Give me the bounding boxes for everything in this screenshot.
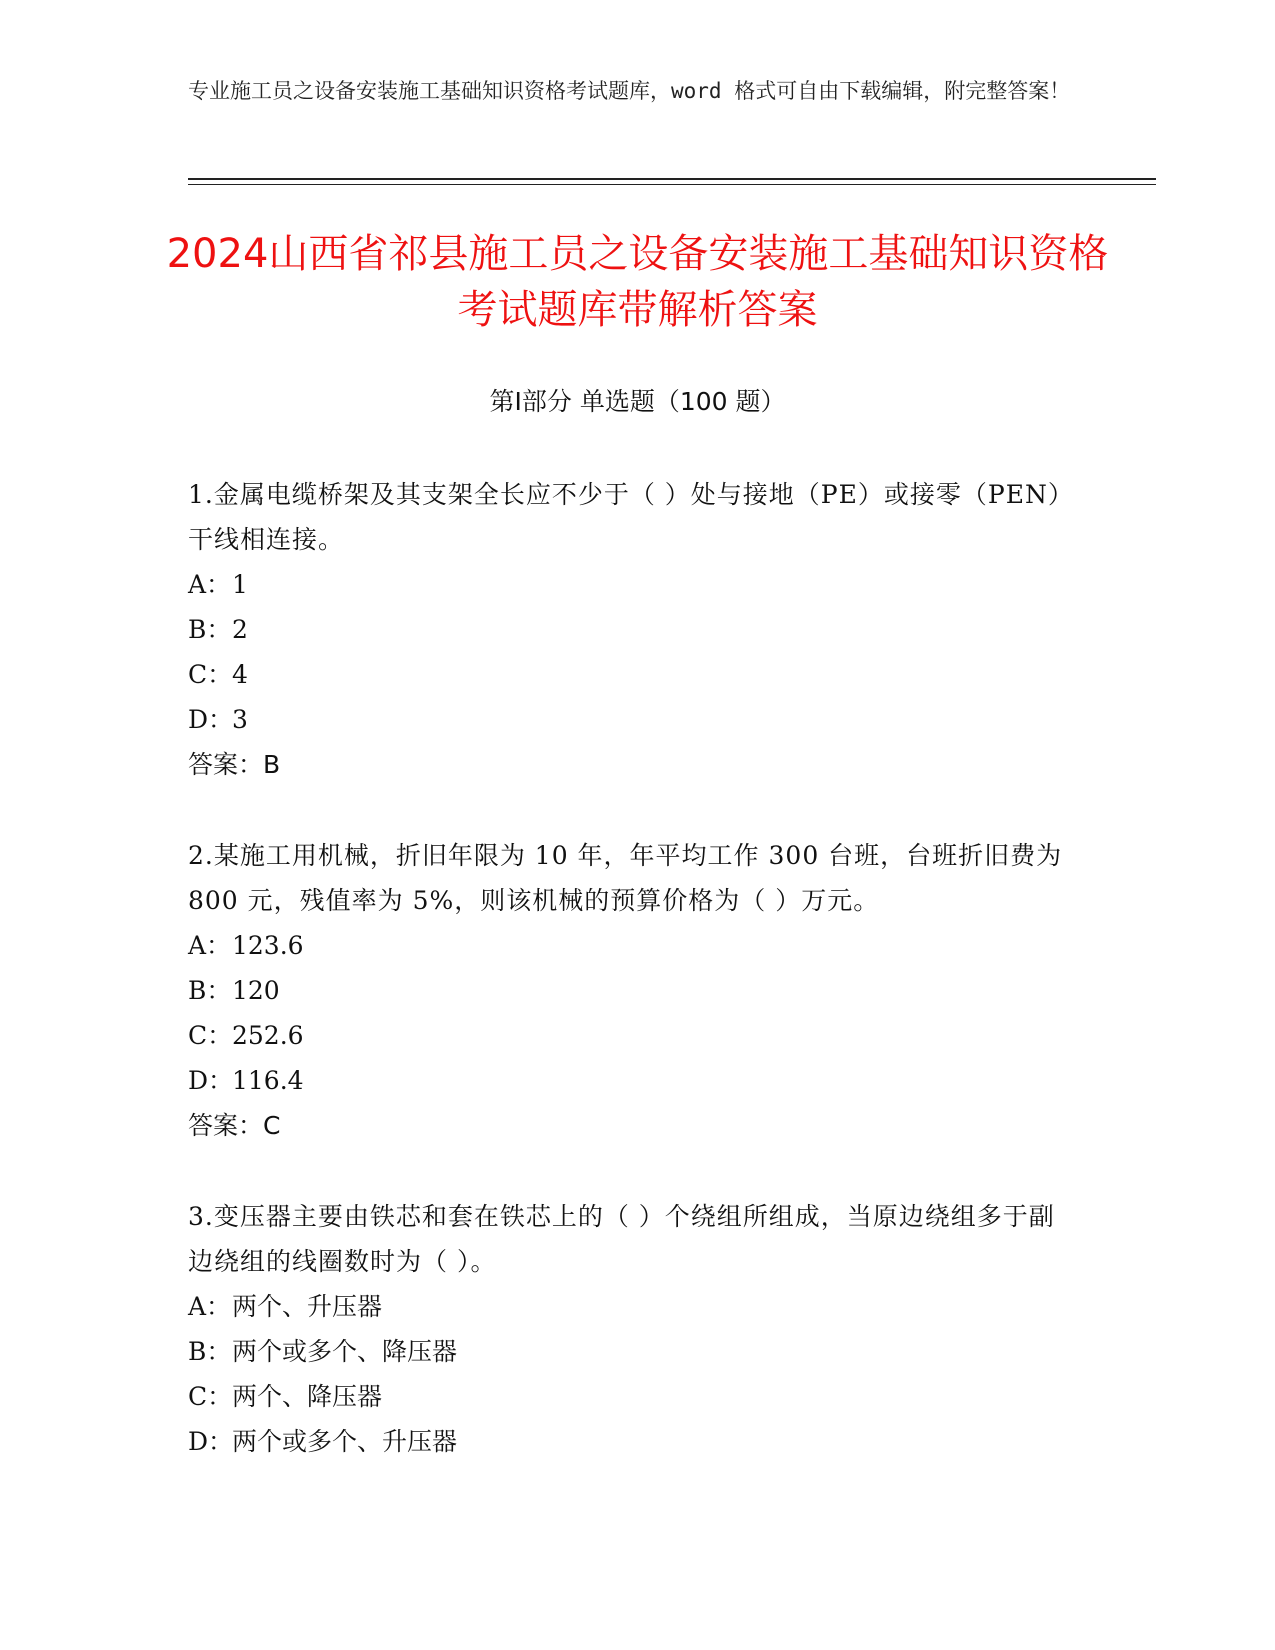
option-text: 2 [232, 615, 248, 644]
header-rule-thick [188, 178, 1156, 180]
option-text: 116.4 [232, 1066, 304, 1095]
header-rule-thin [188, 184, 1156, 185]
question-list [188, 472, 1068, 1510]
question-stem: 3.变压器主要由铁芯和套在铁芯上的（ ）个绕组所组成，当原边绕组多于副边绕组的线圈数时为（ ）。 [188, 1202, 1055, 1276]
document-title: 2024山西省祁县施工员之设备安装施工基础知识资格考试题库带解析答案 [166, 231, 1109, 333]
option-key: A： [188, 570, 232, 599]
option-text: 两个或多个、降压器 [232, 1337, 458, 1366]
option-text: 120 [232, 976, 280, 1005]
option-text: 两个或多个、升压器 [232, 1427, 458, 1456]
option-text: 252.6 [232, 1021, 304, 1050]
option-a [188, 1284, 1068, 1329]
option-text: 4 [232, 660, 248, 689]
option-text: 两个、降压器 [232, 1382, 383, 1411]
option-key: A： [188, 931, 232, 960]
option-key: D： [188, 1066, 234, 1095]
option-c [188, 652, 1068, 697]
option-b [188, 607, 1068, 652]
question-stem: 1.金属电缆桥架及其支架全长应不少于（ ）处与接地（PE）或接零（PEN）干线相连接。 [188, 480, 1062, 554]
option-d [188, 697, 1068, 742]
option-c [188, 1013, 1068, 1058]
option-key: B： [188, 1337, 232, 1366]
option-a [188, 562, 1068, 607]
option-key: B： [188, 615, 232, 644]
option-text: 两个、升压器 [232, 1292, 383, 1321]
option-d [188, 1058, 1068, 1103]
question-stem: 2.某施工用机械，折旧年限为 10 年，年平均工作 300 台班，台班折旧费为 800 元，残值率为 5%，则该机械的预算价格为（ ）万元。 [188, 841, 1063, 915]
answer-line: 答案：B [188, 750, 281, 779]
option-key: C： [188, 660, 233, 689]
option-c [188, 1374, 1068, 1419]
option-text: 123.6 [232, 931, 304, 960]
option-b [188, 968, 1068, 1013]
question-3 [188, 1194, 1068, 1464]
option-key: D： [188, 1427, 234, 1456]
option-a [188, 923, 1068, 968]
option-key: C： [188, 1021, 233, 1050]
option-d [188, 1419, 1068, 1464]
section-title: 第Ⅰ部分 单选题（100 题） [489, 387, 786, 416]
option-text: 1 [232, 570, 248, 599]
question-1 [188, 472, 1068, 787]
header-note: 专业施工员之设备安装施工基础知识资格考试题库，word 格式可自由下载编辑，附完整答案！ [188, 79, 1071, 103]
option-text: 3 [232, 705, 248, 734]
option-key: A： [188, 1292, 232, 1321]
option-b [188, 1329, 1068, 1374]
answer-line: 答案：C [188, 1111, 281, 1140]
option-key: B： [188, 976, 232, 1005]
option-key: D： [188, 705, 234, 734]
option-key: C： [188, 1382, 233, 1411]
question-2 [188, 833, 1068, 1148]
